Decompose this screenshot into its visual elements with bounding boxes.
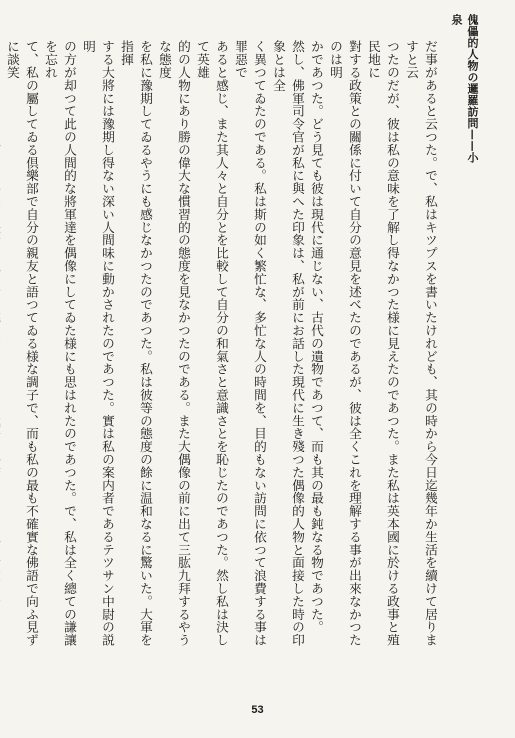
text-column: つたのだが、彼は私の意味を了解し得なかつた様に見えたのであつた。また私は英本國に於ける政事と殖民地に (366, 40, 400, 647)
text-column (0, 40, 3, 650)
page-number: 53 (251, 704, 264, 716)
text-column: する大將には豫期し得ない深い人間味に動かされたのであつた。實は私の案内者であるテツサン中尉の説明 (81, 40, 115, 647)
text-column: 的の人物にあり勝の偉大な慣習的の態度を見なかつたのである。また大偶像の前に出て三肱九拜するやうな態度 (157, 40, 191, 647)
text-column: 對する政策との關係に付いて自分の意見を述べたのであるが、彼は全くこれを理解する事が出來なかつたのは明 (328, 40, 362, 647)
running-header: 傀儡的人物の邏羅訪問——小泉 (450, 14, 479, 164)
text-column: 然し、佛軍司令官が私に與へた印象は、私が前にお話した現代に生き殘つた偶像的人物と面接した時の印象とは全 (271, 40, 305, 647)
text-column: を私に豫期してゐるやうにも感じなかつたのであつた。私は彼等の態度の餘に温和なるに驚いた。大軍を指揮 (119, 40, 153, 647)
text-column: く異つてゐたのである。私は斯の如く繁忙な、多忙な人の時間を、目的もない訪問に依つて浪費する事は罪惡で (233, 40, 267, 647)
text-column: の方が却つて此の人間的な將軍達を偶像にしてゐた様にも思はれたのであつた。で、私は全く總ての謙讓を忘れ (43, 40, 77, 647)
body-text (5, 40, 440, 650)
text-column: かであつた。どう見ても彼は現代に通じない、古代の遺物であつて、而も其の最も鈍なる物であつた。 (309, 40, 324, 634)
text-column: て、私の屬してゐる倶樂部で自分の親友と語つてゐる様な調子で、而も私の最も不確實な佛語で向ふ見ずに談笑 (5, 40, 39, 647)
text-column: あると感じ、また其人々と自分とを比較して自分の和氣さと意識さとを恥じたのであつた。然し私は決して英雄 (195, 40, 229, 647)
text-column: だ事があると云つた。で、私はキツプスを書いたけれども、其の時から今日迄幾年か生活を續けて居りますと云 (404, 40, 438, 647)
